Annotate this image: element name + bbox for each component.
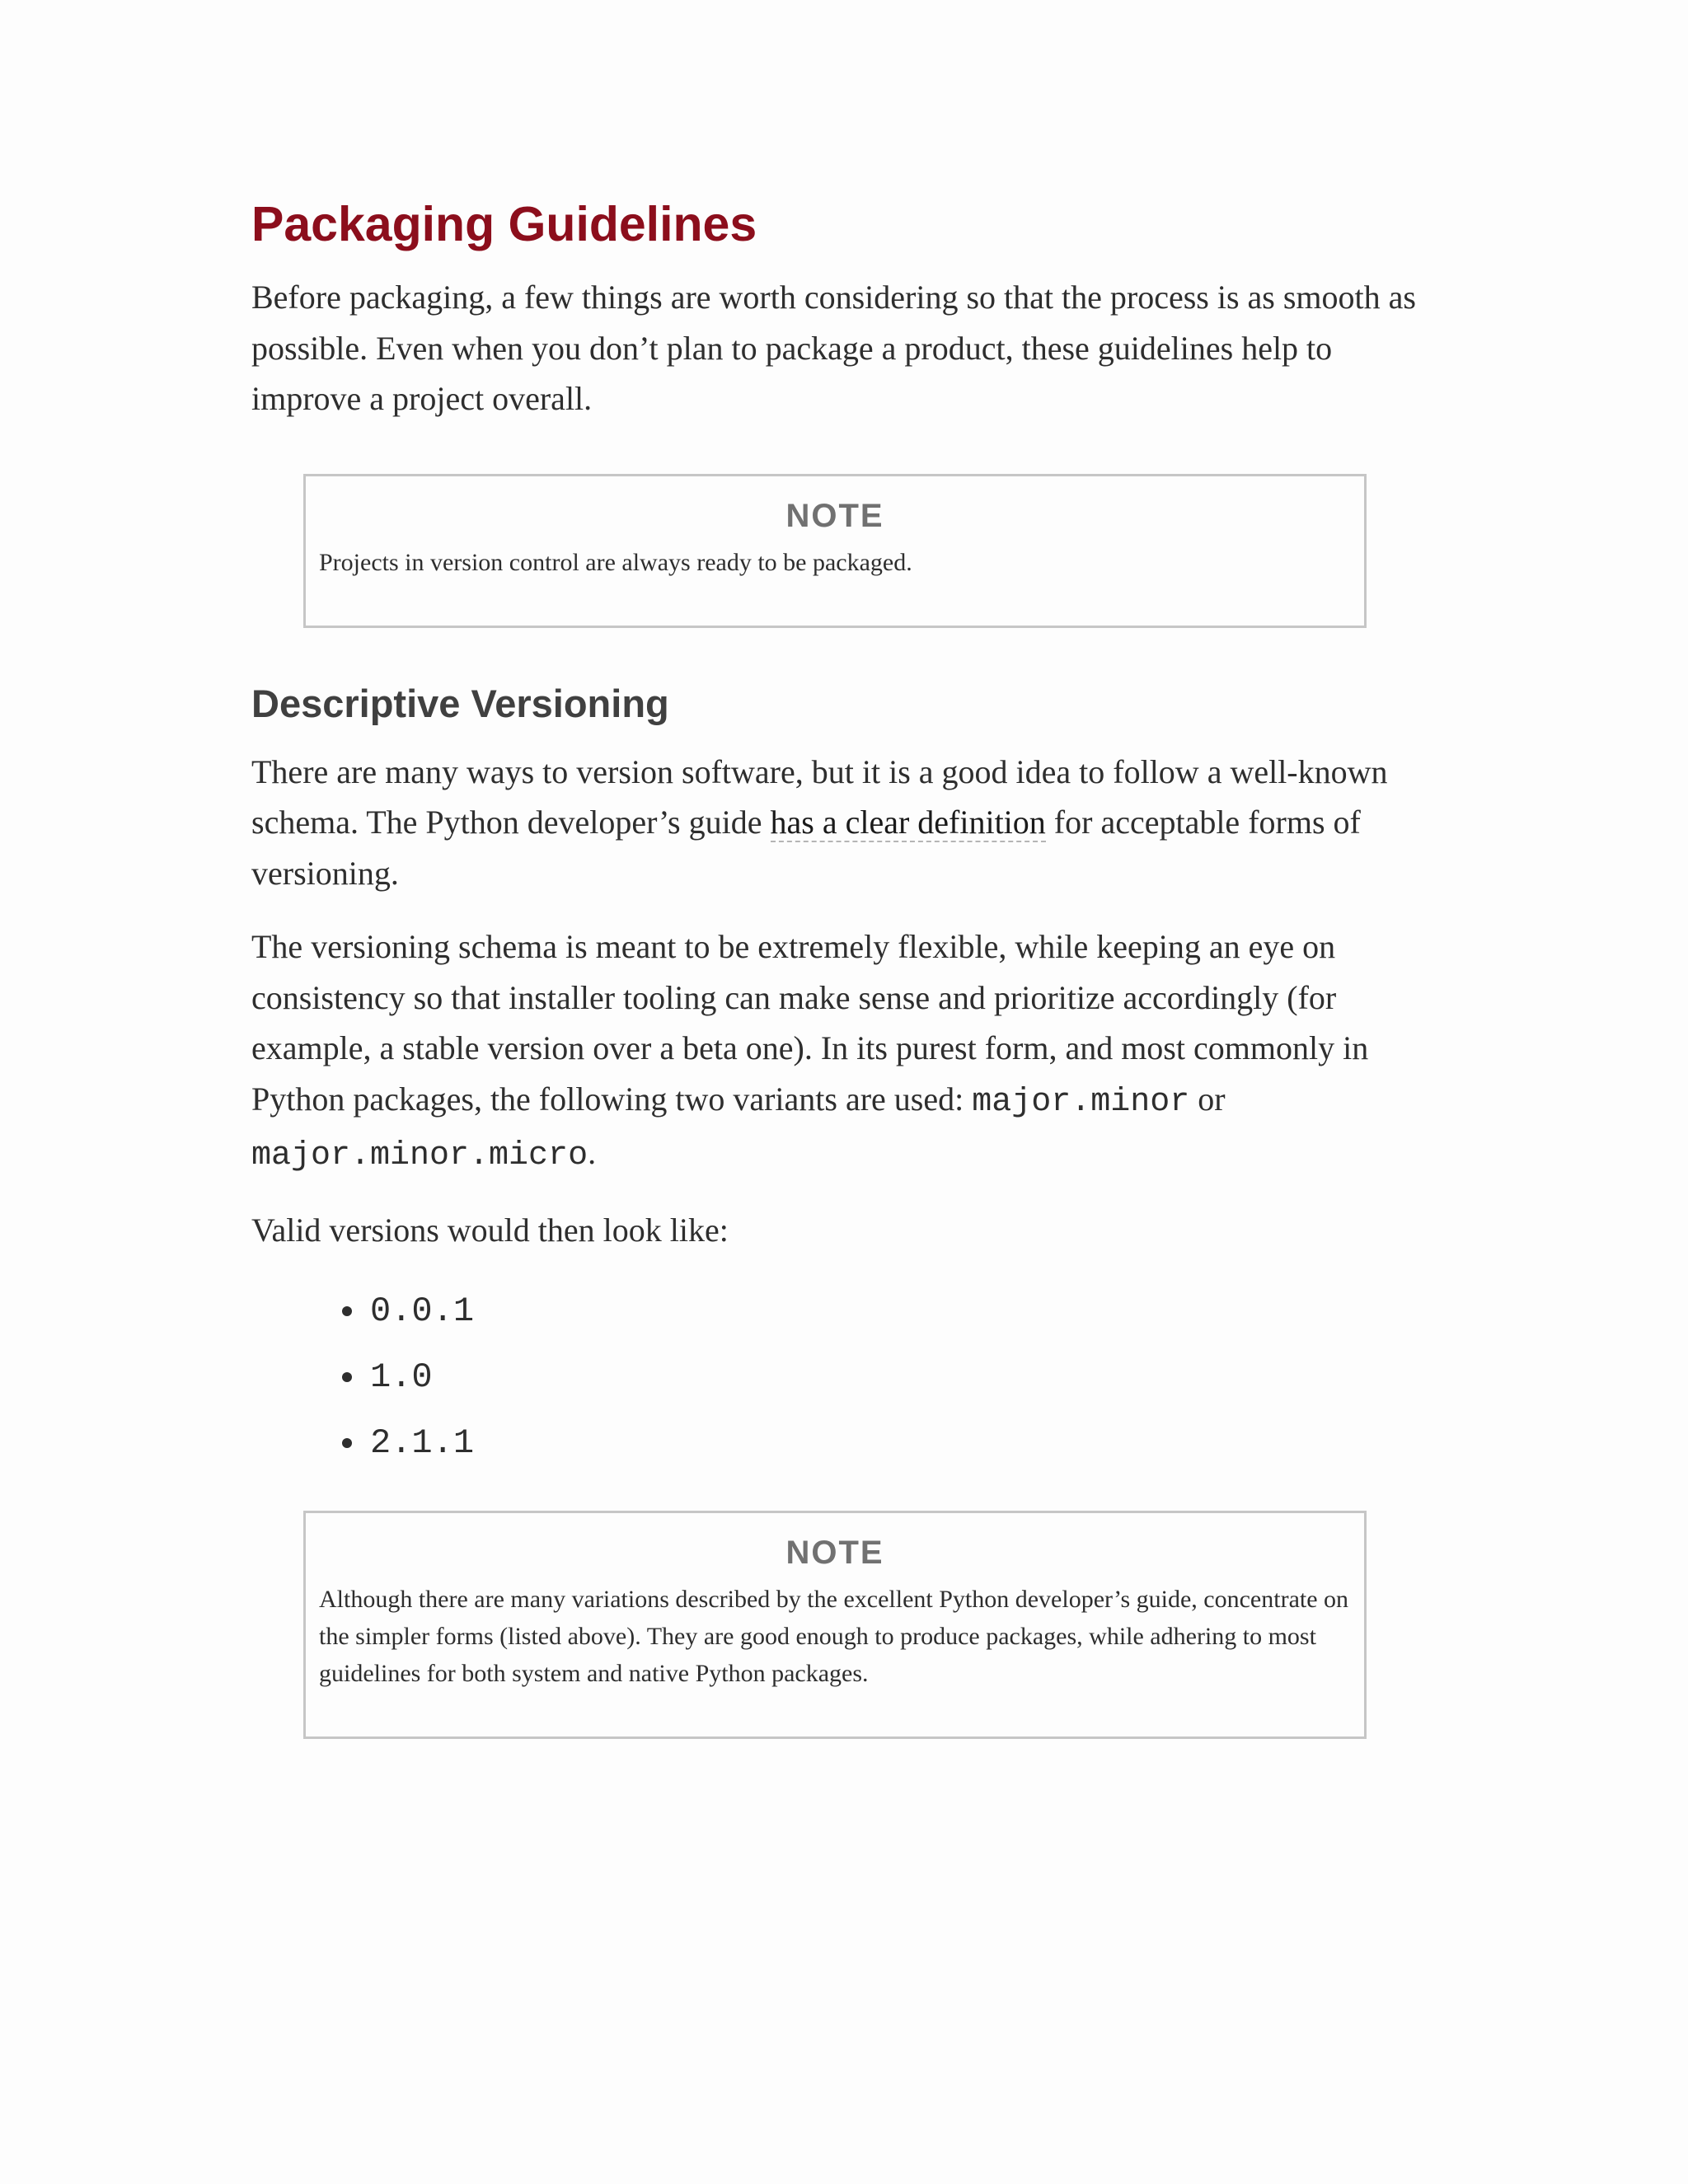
versioning-text-start: There are many ways to version software, but it is a good idea to follow a well-known schema. The Python developer’s guide	[251, 752, 1388, 841]
schema-text: The versioning schema is meant to be extremely flexible, while keeping an eye on consistency so that installer tooling can make sense and prioritize accordingly (for example, a stable version over a beta one). In its purest form, and most commonly in Python packages, the following two variants are used:	[251, 928, 1369, 1118]
note-box	[303, 1511, 1367, 1739]
list-item	[335, 1344, 1438, 1410]
version-value: 0.0.1	[370, 1291, 475, 1331]
code-major-minor: major.minor	[972, 1083, 1190, 1121]
note-box	[303, 474, 1367, 628]
schema-period: .	[588, 1134, 597, 1171]
bullet-icon	[342, 1372, 352, 1382]
note-body: Projects in version control are always ready to be packaged.	[319, 548, 912, 576]
section-heading: Descriptive Versioning	[251, 681, 669, 725]
code-major-minor-micro: major.minor.micro	[251, 1137, 588, 1174]
bullet-icon	[342, 1306, 352, 1316]
versioning-text-end: for acceptable forms of versioning.	[251, 804, 1361, 892]
note-title: NOTE	[785, 497, 884, 534]
list-item	[335, 1410, 1438, 1476]
version-value: 2.1.1	[370, 1423, 475, 1463]
version-list	[251, 1278, 1438, 1476]
clear-definition-link[interactable]: has a clear definition	[770, 804, 1046, 841]
document-page	[251, 191, 1438, 1788]
note-title: NOTE	[785, 1535, 884, 1571]
note-body: Although there are many variations described by the excellent Python developer’s guide, concentrate on the simpler forms (listed above). They are good enough to produce packages, while adhering to most guidelines for both system and native Python packages.	[319, 1586, 1349, 1687]
version-value: 1.0	[370, 1357, 433, 1397]
page-title: Packaging Guidelines	[251, 197, 757, 251]
schema-paragraph	[251, 921, 1438, 1182]
list-item	[335, 1278, 1438, 1344]
schema-or: or	[1189, 1080, 1226, 1118]
bullet-icon	[342, 1438, 352, 1448]
intro-paragraph: Before packaging, a few things are worth considering so that the process is as smooth as possible. Even when you don’t plan to package a product, these guidelines help to improve a project overall.	[251, 279, 1416, 417]
valid-versions-paragraph: Valid versions would then look like:	[251, 1211, 729, 1249]
versioning-paragraph	[251, 747, 1438, 899]
